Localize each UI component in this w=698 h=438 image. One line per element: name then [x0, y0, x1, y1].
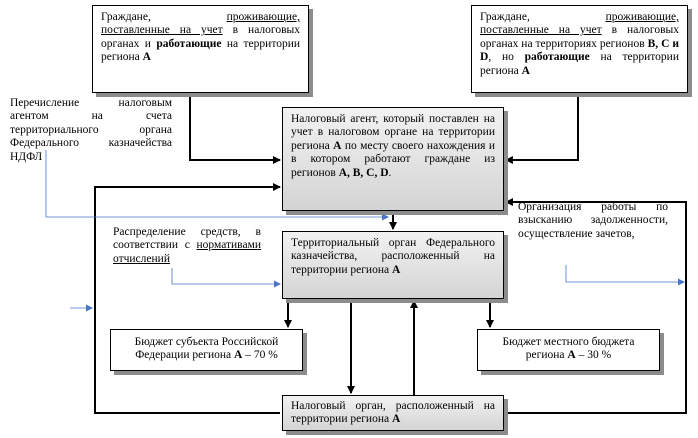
- local-budget-box: [477, 329, 660, 371]
- arrow-citizens-bcd-to-agent: [506, 97, 578, 160]
- citizens-a-working: работающие: [156, 37, 222, 50]
- tax-authority-box: [282, 395, 504, 431]
- citizens-bcd-text-2: , но: [488, 51, 525, 64]
- citizens-a-text-2: на территории региона: [101, 37, 300, 64]
- tax-agent-text-1: Налоговый агент, который поставлен на учет в налоговом органе на территории региона: [291, 113, 495, 152]
- arrow-left-loop: [95, 187, 280, 413]
- note-link-debt-work: [566, 265, 684, 282]
- citizens-a-living: проживающие,: [226, 11, 300, 23]
- note-ndfl-transfer-text: Перечисление налоговым агентом на счета территориального органа Федерального казначейства НДФЛ: [10, 97, 172, 163]
- note-distribution-text: Распределение средств, в соответствии с: [113, 226, 261, 252]
- citizens-a-text-1: в налоговых органах и: [101, 24, 300, 50]
- citizens-bcd-living: проживающие,: [605, 11, 679, 23]
- note-debt-work: [518, 201, 668, 241]
- subject-budget-region-a: А: [234, 349, 243, 362]
- treasury-region-a: А: [391, 263, 401, 276]
- citizens-bcd-text-1: в налоговых органах на территориях регионов: [480, 24, 679, 50]
- citizens-bcd-word: Граждане,: [480, 11, 530, 23]
- citizens-region-a-box: [92, 5, 309, 93]
- citizens-regions-bcd-box: [471, 5, 688, 93]
- citizens-bcd-working: работающие: [524, 51, 590, 64]
- note-debt-work-text: Организация работы по взысканию задолженности, осуществление зачетов,: [518, 201, 668, 240]
- tax-agent-box: [282, 107, 504, 211]
- tax-authority-text: Налоговый орган, расположенный на территории региона: [291, 400, 495, 426]
- tax-agent-text-2: по месту своего нахождения и в котором работают граждане из регионов: [291, 139, 495, 179]
- citizens-bcd-region-a: А: [521, 64, 530, 77]
- note-ndfl-transfer: [10, 97, 172, 164]
- subject-budget-text: Бюджет субъекта Российской Федерации региона: [134, 336, 279, 362]
- citizens-bcd-registered: поставленные на учет: [480, 24, 602, 37]
- tax-authority-region-a: А: [391, 413, 401, 426]
- tax-agent-text-3: .: [388, 166, 392, 179]
- note-distribution: [113, 226, 261, 266]
- local-budget-text: Бюджет местного бюджета региона: [502, 336, 635, 362]
- tax-agent-region-a: А: [333, 139, 342, 152]
- note-distribution-normatives: нормативами отчислений: [113, 239, 261, 265]
- subject-budget-share: – 70 %: [242, 349, 278, 362]
- citizens-a-region: А: [142, 51, 151, 64]
- tax-agent-regions: А, В, С, D: [338, 166, 389, 179]
- treasury-box: [282, 231, 504, 299]
- local-budget-share: – 30 %: [575, 349, 612, 362]
- citizens-bcd-regions: B, C и D: [480, 37, 679, 64]
- note-link-distribution: [172, 268, 280, 284]
- citizens-a-registered: поставленные на учет: [101, 24, 223, 37]
- citizens-bcd-text-3: на территории региона: [480, 51, 679, 77]
- local-budget-region-a: А: [567, 349, 576, 362]
- arrow-citizens-a-to-agent: [190, 97, 280, 160]
- treasury-text: Территориальный орган Федерального казначейства, расположенный на территории региона: [291, 237, 495, 276]
- subject-budget-box: [110, 329, 303, 371]
- citizens-a-word: Граждане,: [101, 11, 151, 23]
